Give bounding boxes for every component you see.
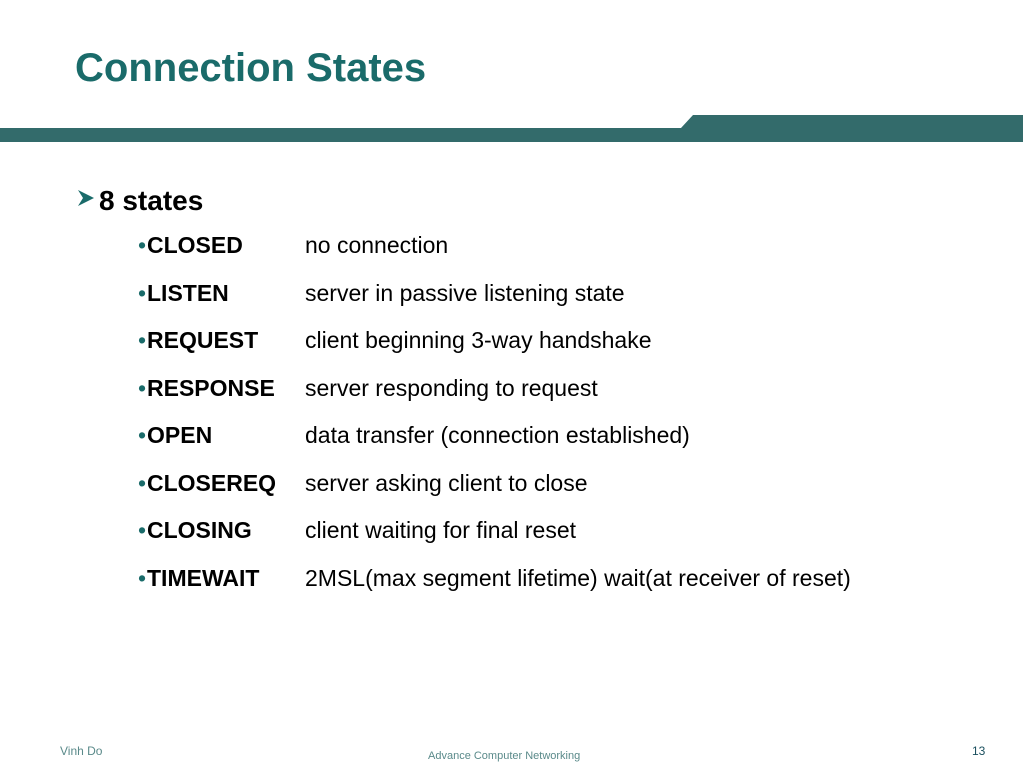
state-description: data transfer (connection established)	[305, 422, 690, 448]
footer-author: Vinh Do	[60, 744, 103, 758]
main-bullet	[76, 183, 203, 217]
state-row	[138, 565, 958, 613]
bullet-dot: •	[138, 232, 147, 258]
state-row	[138, 327, 958, 375]
state-name: CLOSING	[147, 517, 252, 543]
bullet-dot: •	[138, 374, 147, 401]
state-name: CLOSEREQ	[147, 469, 277, 496]
arrow-bullet-icon	[76, 183, 96, 215]
state-name: LISTEN	[147, 279, 229, 306]
bullet-dot: •	[138, 327, 147, 353]
state-description: server in passive listening state	[305, 279, 625, 306]
state-name: REQUEST	[147, 327, 259, 353]
state-row	[138, 232, 958, 280]
state-description: client beginning 3-way handshake	[305, 327, 652, 353]
state-name: OPEN	[147, 422, 213, 448]
page-number: 13	[972, 744, 986, 758]
state-name: CLOSED	[147, 232, 243, 258]
slide-title: Connection States	[75, 46, 427, 90]
bullet-dot: •	[138, 517, 147, 543]
state-list	[138, 232, 958, 612]
state-name: RESPONSE	[147, 374, 275, 401]
state-description: 2MSL(max segment lifetime) wait(at receiver of reset)	[305, 564, 851, 591]
state-row	[138, 517, 958, 565]
state-description: server responding to request	[305, 374, 598, 401]
state-name: TIMEWAIT	[147, 564, 260, 591]
footer-course: Advance Computer Networking	[428, 750, 581, 762]
state-description: no connection	[305, 232, 449, 258]
state-row	[138, 422, 958, 470]
state-description: server asking client to close	[305, 469, 588, 496]
state-row	[138, 375, 958, 423]
bullet-dot: •	[138, 422, 147, 448]
bullet-dot: •	[138, 564, 147, 591]
bullet-dot: •	[138, 279, 147, 306]
title-divider-bar	[0, 112, 1023, 142]
state-row	[138, 470, 958, 518]
state-row	[138, 280, 958, 328]
bullet-dot: •	[138, 469, 147, 496]
state-description: client waiting for final reset	[305, 517, 577, 543]
main-bullet-text: 8 states	[99, 185, 204, 216]
